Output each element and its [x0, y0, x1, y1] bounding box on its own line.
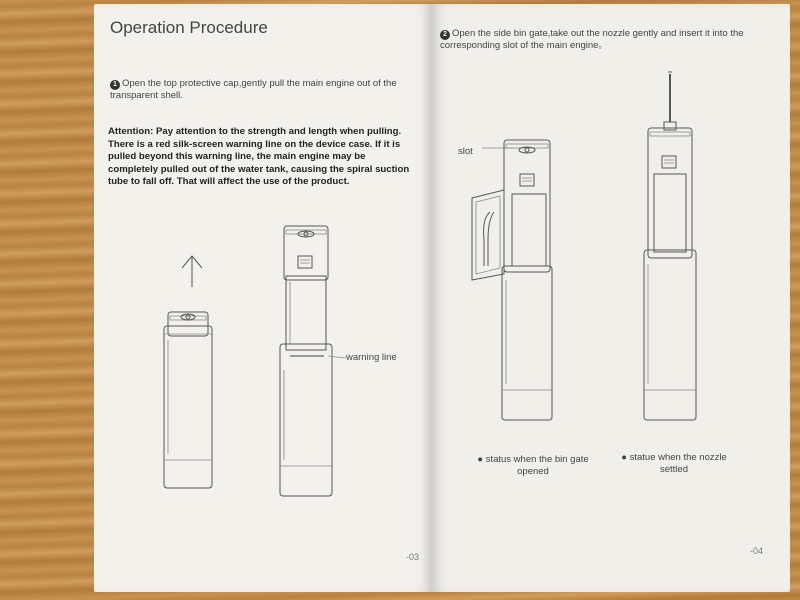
bullet-dot-icon: ● [621, 452, 627, 463]
device-gate-opened [472, 140, 552, 420]
engine-pull-illustration [94, 4, 432, 592]
right-page [432, 4, 790, 592]
page-number: -04 [750, 546, 764, 556]
attention-note: Attention: Pay attention to the strength and length when pulling. There is a red silk-screen warning line on the device case. If it is pulled beyond this warning line, the main engine may be completely pulled out of the water tank, causing the spiral suction tube to fall off. That will affect the use of the product. [108, 126, 410, 188]
arrow-up-icon [182, 256, 202, 287]
step-2-text: Open the side bin gate,take out the nozzle gently and insert it into the corresponding slot of the main engine。 [440, 28, 744, 51]
step-1-text: Open the top protective cap,gently pull the main engine out of the transparent shell. [110, 78, 397, 101]
caption-nozzle-settled: ● statue when the nozzle settled [621, 452, 727, 475]
nozzle-insert-illustration [432, 4, 790, 592]
bullet-dot-icon: ● [477, 454, 484, 465]
caption-gate-opened: ● status when the bin gate opened [477, 454, 589, 477]
step-number-badge: 1 [110, 80, 120, 90]
device-nozzle-settled [644, 72, 696, 420]
warning-line-label: warning line [346, 352, 397, 363]
left-page [94, 4, 432, 592]
step-number-badge: 2 [440, 30, 450, 40]
device-extended [280, 226, 346, 496]
device-in-shell [164, 312, 212, 488]
page-title: Operation Procedure [110, 18, 268, 37]
page-number: -03 [406, 552, 420, 562]
slot-label: slot [458, 146, 473, 157]
